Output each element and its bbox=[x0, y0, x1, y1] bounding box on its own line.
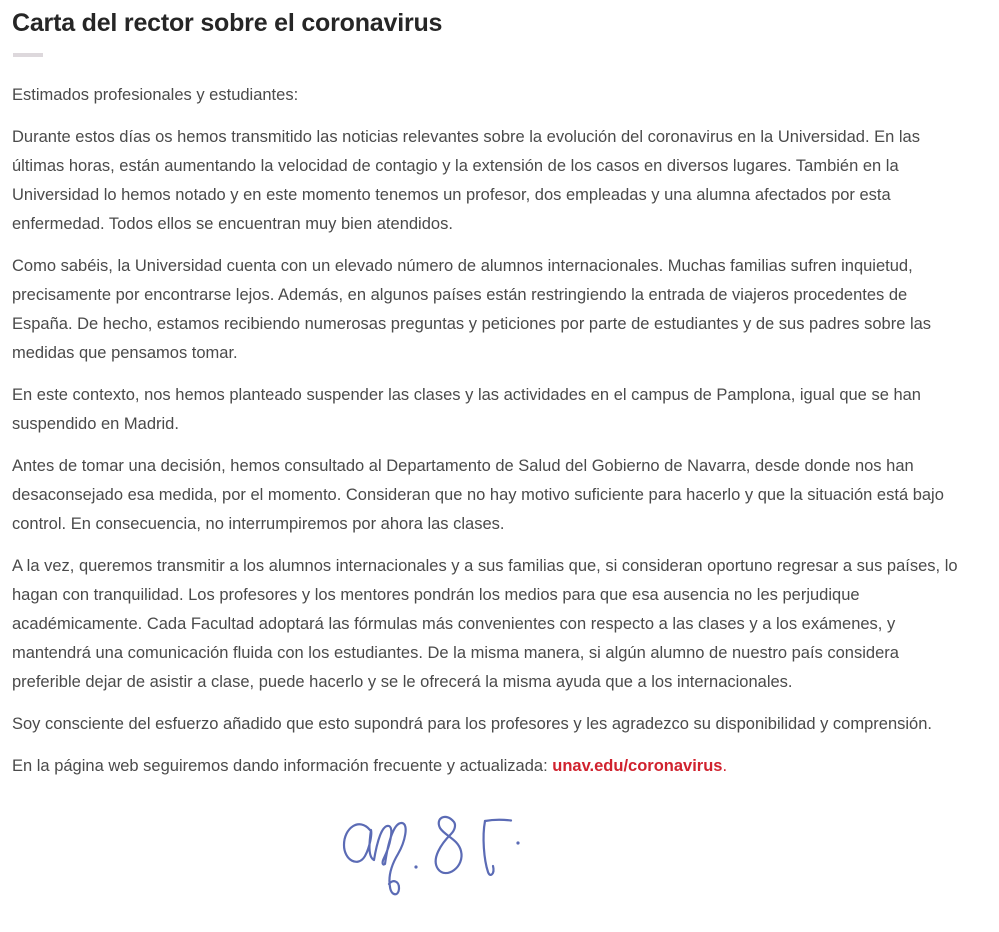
web-info-suffix: . bbox=[722, 757, 728, 775]
salutation: Estimados profesionales y estudiantes: bbox=[12, 86, 299, 104]
letter-body bbox=[12, 81, 977, 902]
web-info-prefix: En la página web seguiremos dando información frecuente y actualizada: bbox=[12, 757, 553, 775]
paragraph-situation-update: Durante estos días os hemos transmitido las noticias relevantes sobre la evolución del coronavirus en la Universidad. En las últimas horas, están aumentando la velocidad de contagio y la extensión de los casos en diversos lugares. También en la Universidad lo hemos notado y en este momento tenemos un profesor, dos empleadas y una alumna afectados por esta enfermedad. Todos ellos se encuentran muy bien atendidos. bbox=[12, 128, 920, 233]
paragraph-students-return-home: A la vez, queremos transmitir a los alumnos internacionales y a sus familias que, si consideran oportuno regresar a sus países, lo hagan con tranquilidad. Los profesores y los mentores pondrán los medios para que esa ausencia no les perjudique académicamente. Cada Facultad adoptará las fórmulas más convenientes con respecto a las clases y a los exámenes, y mantendrá una comunicación fluida con los estudiantes. De la misma manera, si algún alumno de nuestro país considera preferible dejar de asistir a clase, puede hacerlo y se le ofrecerá la misma ayuda que a los internacionales. bbox=[12, 557, 958, 691]
paragraph-web-info bbox=[12, 752, 962, 781]
paragraph-thanks-professors: Soy consciente del esfuerzo añadido que esto supondrá para los profesores y les agradezco su disponibilidad y comprensión. bbox=[12, 715, 932, 733]
paragraph-health-department-advice: Antes de tomar una decisión, hemos consultado al Departamento de Salud del Gobierno de Navarra, desde donde nos han desaconsejado esa medida, por el momento. Consideran que no hay motivo suficiente para hacerlo y que la situación está bajo control. En consecuencia, no interrumpiremos por ahora las clases. bbox=[12, 457, 944, 533]
title-divider bbox=[13, 53, 43, 57]
page-title: Carta del rector sobre el coronavirus bbox=[12, 9, 443, 37]
paragraph-international-students: Como sabéis, la Universidad cuenta con un elevado número de alumnos internacionales. Muchas familias sufren inquietud, precisamente por encontrarse lejos. Además, en algunos países están restringiendo la entrada de viajeros procedentes de España. De hecho, estamos recibiendo numerosas preguntas y peticiones por parte de estudiantes y de sus padres sobre las medidas que pensamos tomar. bbox=[12, 257, 932, 362]
handwritten-signature-icon bbox=[332, 802, 532, 902]
coronavirus-page-link[interactable]: unav.edu/coronavirus bbox=[552, 757, 723, 775]
paragraph-considered-suspension: En este contexto, nos hemos planteado suspender las clases y las actividades en el campus de Pamplona, igual que se han suspendido en Madrid. bbox=[12, 386, 921, 433]
rector-signature bbox=[332, 802, 532, 902]
